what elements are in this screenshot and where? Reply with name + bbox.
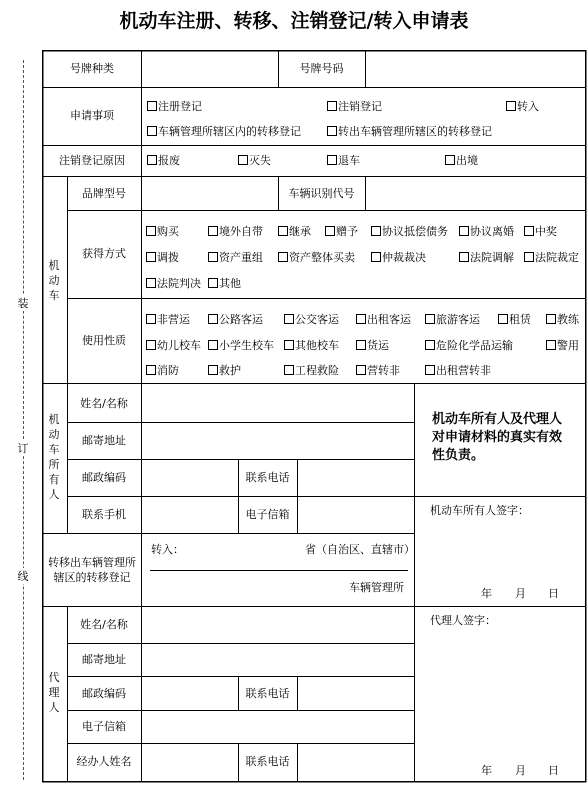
acquire-option[interactable] bbox=[146, 277, 201, 291]
checkbox-icon bbox=[208, 314, 218, 324]
usage-option[interactable] bbox=[146, 339, 201, 353]
checkbox-icon bbox=[524, 226, 534, 236]
usage-option[interactable] bbox=[284, 313, 339, 327]
usage-option[interactable] bbox=[284, 339, 339, 353]
checkbox-icon bbox=[146, 252, 156, 262]
usage-option[interactable] bbox=[425, 313, 480, 327]
handler-name-field[interactable] bbox=[143, 745, 237, 780]
checkbox-icon bbox=[546, 340, 556, 350]
owner-postcode-field[interactable] bbox=[143, 461, 237, 495]
checkbox-icon bbox=[278, 226, 288, 236]
checkbox-icon bbox=[208, 252, 218, 262]
option-label: 法院判决 bbox=[157, 277, 201, 290]
application-label: 申请事项 bbox=[70, 109, 114, 122]
handler-name-label: 经办人姓名 bbox=[76, 755, 132, 768]
owner-name-field[interactable] bbox=[143, 385, 413, 421]
usage-option[interactable] bbox=[208, 313, 263, 327]
acquire-option[interactable] bbox=[146, 251, 179, 265]
agent-phone-field[interactable] bbox=[299, 678, 413, 709]
transfer-office-field[interactable] bbox=[150, 572, 346, 592]
model-label: 品牌型号 bbox=[82, 187, 126, 200]
agent-signature-field[interactable] bbox=[416, 632, 584, 756]
checkbox-icon bbox=[425, 340, 435, 350]
checkbox-icon bbox=[327, 101, 337, 111]
acquire-label: 获得方式 bbox=[82, 247, 126, 260]
owner-phone-label: 联系电话 bbox=[245, 471, 290, 484]
checkbox-icon bbox=[278, 252, 288, 262]
option-label: 资产整体买卖 bbox=[289, 251, 355, 264]
usage-option[interactable] bbox=[356, 339, 389, 353]
option-label: 灭失 bbox=[249, 154, 271, 167]
handler-phone-label: 联系电话 bbox=[245, 755, 290, 768]
checkbox-icon bbox=[327, 155, 337, 165]
option-label: 退车 bbox=[338, 154, 360, 167]
agent-phone-label: 联系电话 bbox=[245, 687, 290, 700]
agent-address-field[interactable] bbox=[143, 645, 413, 675]
option-transfer-out[interactable] bbox=[327, 125, 492, 139]
option-label: 旅游客运 bbox=[436, 313, 480, 326]
acquire-option[interactable] bbox=[278, 251, 355, 265]
owner-email-label: 电子信箱 bbox=[245, 508, 290, 521]
usage-option[interactable] bbox=[146, 313, 190, 327]
owner-name-label: 姓名/名称 bbox=[80, 397, 128, 410]
model-field[interactable] bbox=[143, 178, 277, 209]
option-label: 营转非 bbox=[367, 364, 400, 377]
option-label: 协议离婚 bbox=[470, 225, 514, 238]
usage-option[interactable] bbox=[498, 313, 531, 327]
checkbox-icon bbox=[284, 365, 294, 375]
owner-mobile-field[interactable] bbox=[143, 498, 237, 532]
form-title: 机动车注册、转移、注销登记/转入申请表 bbox=[119, 10, 469, 32]
checkbox-icon bbox=[425, 365, 435, 375]
option-label: 小学生校车 bbox=[219, 339, 274, 352]
transfer-office-label: 车辆管理所 bbox=[349, 581, 404, 594]
agent-date-day: 日 bbox=[548, 764, 559, 777]
owner-date-month: 月 bbox=[515, 587, 526, 600]
acquire-option[interactable] bbox=[371, 251, 426, 265]
owner-section-label: 机动车所有人 bbox=[48, 413, 60, 501]
option-label: 救护 bbox=[219, 364, 241, 377]
checkbox-icon bbox=[327, 126, 337, 136]
declaration-text: 机动车所有人及代理人对申请材料的真实有效性负责。 bbox=[432, 412, 563, 463]
usage-option[interactable] bbox=[208, 339, 274, 353]
option-label: 非营运 bbox=[157, 313, 190, 326]
checkbox-icon bbox=[356, 314, 366, 324]
option-label: 转出车辆管理所辖区的转移登记 bbox=[338, 125, 492, 138]
option-label: 法院裁定 bbox=[535, 251, 579, 264]
vehicle-section-label: 机动车 bbox=[48, 259, 60, 302]
option-lost[interactable] bbox=[238, 154, 271, 168]
checkbox-icon bbox=[498, 314, 508, 324]
checkbox-icon bbox=[208, 226, 218, 236]
acquire-option[interactable] bbox=[208, 277, 241, 291]
transfer-out-label: 转移出车辆管理所辖区的转移登记 bbox=[48, 556, 136, 584]
acquire-option[interactable] bbox=[459, 225, 514, 239]
option-label: 消防 bbox=[157, 364, 179, 377]
acquire-option[interactable] bbox=[208, 251, 263, 265]
option-exit[interactable] bbox=[445, 154, 478, 168]
agent-date-year: 年 bbox=[481, 764, 492, 777]
agent-email-field[interactable] bbox=[143, 712, 413, 742]
binding-margin-char: 线 bbox=[13, 568, 33, 584]
option-label: 中奖 bbox=[535, 225, 557, 238]
option-return[interactable] bbox=[327, 154, 360, 168]
option-label: 报废 bbox=[158, 154, 180, 167]
checkbox-icon bbox=[208, 278, 218, 288]
owner-mobile-label: 联系手机 bbox=[82, 508, 126, 521]
owner-address-field[interactable] bbox=[143, 424, 413, 458]
option-label: 注销登记 bbox=[338, 100, 382, 113]
checkbox-icon bbox=[459, 226, 469, 236]
option-label: 租赁 bbox=[509, 313, 531, 326]
owner-postcode-label: 邮政编码 bbox=[82, 471, 126, 484]
option-label: 警用 bbox=[557, 339, 579, 352]
option-label: 资产重组 bbox=[219, 251, 263, 264]
checkbox-icon bbox=[147, 155, 157, 165]
owner-signature-field[interactable] bbox=[416, 520, 584, 584]
acquire-option[interactable] bbox=[371, 225, 448, 239]
acquire-option[interactable] bbox=[325, 225, 358, 239]
option-label: 工程救险 bbox=[295, 364, 339, 377]
option-label: 公交客运 bbox=[295, 313, 339, 326]
checkbox-icon bbox=[146, 226, 156, 236]
usage-option[interactable] bbox=[356, 313, 411, 327]
usage-option[interactable] bbox=[546, 313, 579, 327]
option-register[interactable] bbox=[147, 100, 202, 114]
owner-phone-field[interactable] bbox=[299, 461, 413, 495]
option-label: 其他校车 bbox=[295, 339, 339, 352]
option-scrap[interactable] bbox=[147, 154, 180, 168]
checkbox-icon bbox=[147, 101, 157, 111]
owner-signature-label: 机动车所有人签字： bbox=[430, 504, 529, 517]
option-label: 危险化学品运输 bbox=[436, 339, 513, 352]
usage-label: 使用性质 bbox=[82, 334, 126, 347]
checkbox-icon bbox=[371, 226, 381, 236]
acquire-option[interactable] bbox=[278, 225, 311, 239]
agent-postcode-label: 邮政编码 bbox=[82, 687, 126, 700]
checkbox-icon bbox=[546, 314, 556, 324]
checkbox-icon bbox=[459, 252, 469, 262]
agent-date-month: 月 bbox=[515, 764, 526, 777]
owner-date-day: 日 bbox=[548, 587, 559, 600]
option-label: 继承 bbox=[289, 225, 311, 238]
plate-number-label: 号牌号码 bbox=[299, 62, 344, 75]
acquire-option[interactable] bbox=[459, 251, 514, 265]
option-label: 协议抵偿债务 bbox=[382, 225, 448, 238]
checkbox-icon bbox=[284, 314, 294, 324]
checkbox-icon bbox=[208, 340, 218, 350]
checkbox-icon bbox=[284, 340, 294, 350]
option-label: 幼儿校车 bbox=[157, 339, 201, 352]
option-cancel[interactable] bbox=[327, 100, 382, 114]
option-label: 注册登记 bbox=[158, 100, 202, 113]
checkbox-icon bbox=[356, 340, 366, 350]
option-label: 出租营转非 bbox=[436, 364, 491, 377]
option-label: 出境 bbox=[456, 154, 478, 167]
option-label: 调拨 bbox=[157, 251, 179, 264]
plate-type-label: 号牌种类 bbox=[70, 62, 114, 75]
usage-option[interactable] bbox=[356, 364, 400, 378]
transfer-province-field[interactable] bbox=[182, 540, 302, 560]
checkbox-icon bbox=[208, 365, 218, 375]
handler-phone-field[interactable] bbox=[299, 745, 413, 780]
option-label: 境外自带 bbox=[219, 225, 263, 238]
checkbox-icon bbox=[146, 278, 156, 288]
acquire-option[interactable] bbox=[524, 251, 579, 265]
agent-address-label: 邮寄地址 bbox=[82, 653, 126, 666]
usage-option[interactable] bbox=[284, 364, 339, 378]
checkbox-icon bbox=[146, 340, 156, 350]
checkbox-icon bbox=[506, 101, 516, 111]
agent-postcode-field[interactable] bbox=[143, 678, 237, 709]
option-label: 出租客运 bbox=[367, 313, 411, 326]
agent-email-label: 电子信箱 bbox=[82, 720, 126, 733]
checkbox-icon bbox=[524, 252, 534, 262]
option-label: 购买 bbox=[157, 225, 179, 238]
checkbox-icon bbox=[146, 314, 156, 324]
checkbox-icon bbox=[146, 365, 156, 375]
plate-number-field[interactable] bbox=[367, 52, 584, 86]
option-label: 货运 bbox=[367, 339, 389, 352]
option-label: 赠予 bbox=[336, 225, 358, 238]
checkbox-icon bbox=[371, 252, 381, 262]
checkbox-icon bbox=[238, 155, 248, 165]
cancel-reason-label: 注销登记原因 bbox=[59, 154, 125, 167]
plate-type-field[interactable] bbox=[143, 52, 277, 86]
usage-option[interactable] bbox=[146, 364, 179, 378]
owner-address-label: 邮寄地址 bbox=[82, 434, 126, 447]
option-transfer-within[interactable] bbox=[147, 125, 301, 139]
checkbox-icon bbox=[147, 126, 157, 136]
owner-email-field[interactable] bbox=[299, 498, 413, 532]
acquire-option[interactable] bbox=[208, 225, 263, 239]
usage-option[interactable] bbox=[425, 364, 491, 378]
usage-option[interactable] bbox=[546, 339, 579, 353]
checkbox-icon bbox=[445, 155, 455, 165]
option-label: 转入 bbox=[517, 100, 539, 113]
owner-date-year: 年 bbox=[481, 587, 492, 600]
option-transfer-in[interactable] bbox=[506, 100, 539, 114]
checkbox-icon bbox=[425, 314, 435, 324]
transfer-province-label: 省（自治区、直辖市） bbox=[305, 543, 415, 556]
acquire-option[interactable] bbox=[146, 225, 179, 239]
agent-signature-label: 代理人签字： bbox=[430, 614, 496, 627]
agent-name-field[interactable] bbox=[143, 608, 413, 642]
usage-option[interactable] bbox=[425, 339, 513, 353]
option-label: 教练 bbox=[557, 313, 579, 326]
vin-field[interactable] bbox=[367, 178, 584, 209]
usage-option[interactable] bbox=[208, 364, 241, 378]
acquire-option[interactable] bbox=[524, 225, 557, 239]
vin-label: 车辆识别代号 bbox=[288, 187, 355, 200]
checkbox-icon bbox=[356, 365, 366, 375]
option-label: 仲裁裁决 bbox=[382, 251, 426, 264]
binding-margin-char: 订 bbox=[13, 440, 33, 456]
agent-name-label: 姓名/名称 bbox=[80, 618, 128, 631]
option-label: 其他 bbox=[219, 277, 241, 290]
checkbox-icon bbox=[325, 226, 335, 236]
option-label: 车辆管理所辖区内的转移登记 bbox=[158, 125, 301, 138]
binding-margin-char: 装 bbox=[13, 295, 33, 311]
agent-section-label: 代理人 bbox=[48, 671, 60, 714]
option-label: 公路客运 bbox=[219, 313, 263, 326]
option-label: 法院调解 bbox=[470, 251, 514, 264]
transfer-to-label: 转入： bbox=[151, 543, 184, 556]
